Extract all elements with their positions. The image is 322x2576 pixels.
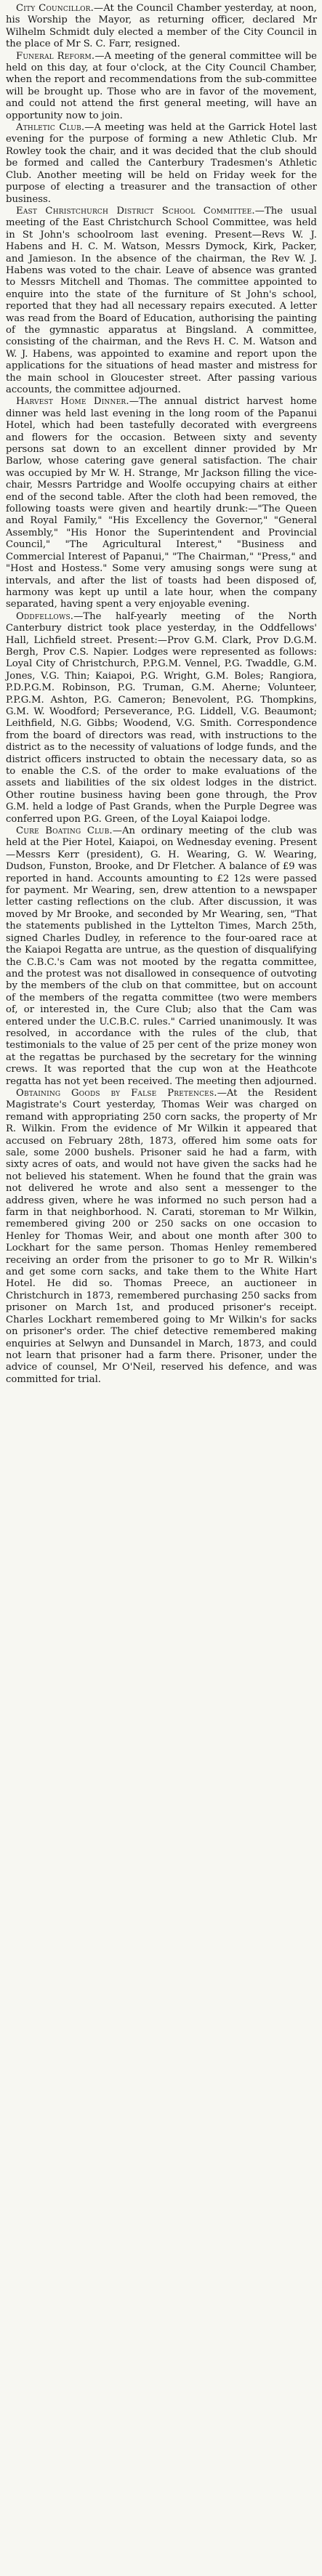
- article-funeral-reform: [6, 51, 317, 122]
- article-heading: Harvest Home Dinner.: [16, 396, 129, 408]
- article-heading: Oddfellows.: [16, 610, 74, 622]
- article-heading: Obtaining Goods by False Pretences.: [16, 1087, 217, 1099]
- article-body: —An ordinary meeting of the club was held at the Pier Hotel, Kaiapoi, on Wednesday evening. Present—Messrs Kerr (president), G. H. Wearing, G. W. Wearing, Dudson, Funston, Brooke, and Dr Fletcher. A balance of £9 was reported in hand. Accounts amounting to £2 12s were passed for payment. Mr Wearing, sen, drew attention to a newspaper letter casting reflections on the club. After discussion, it was moved by Mr Brooke, and seconded by Mr Wearing, sen, "That the statements published in the Lyttelton Times, March 25th, signed Charles Dudley, in reference to the four-oared race at the Kaiapoi Regatta are untrue, as the question of disqualifying the C.B.C.'s Cam was not mooted by the regatta committee, and the protest was not disallowed in consequence of outvoting by the members of the club on that committee, but on account of the members of the regatta committee (two were members of, or interested in, the Cure Club; also that the Cam was entered under the U.C.B.C. rules." Carried unanimously. It was resolved, in accordance with the rules of the club, that testimonials to the value of 25 per cent of the prize money won at the regattas be purchased by the secretary for the winning crews. It was reported that the cup won at the Heathcote regatta has not yet been received. The meeting then adjourned.: [6, 825, 318, 1087]
- article-heading: Athletic Club.: [16, 122, 85, 134]
- article-heading: Funeral Reform.: [16, 50, 95, 62]
- article-false-pretences: [6, 1088, 317, 1386]
- article-body: —At the Resident Magistrate's Court yesterday, Thomas Weir was charged on remand with appropriating 250 corn sacks, the property of Mr R. Wilkin. From the evidence of Mr Wilkin it appeared that accused on February 28th, 1873, offered him some oats for sale, some 2000 bushels. Prisoner said he had a farm, with sixty acres of oats, and would not have given the sacks had he not believed his statement. When he found that the grain was not delivered he wrote and also sent a messenger to the address given, where he was informed no such person had a farm in that neighborhood. N. Carati, storeman to Mr Wilkin, remembered giving 200 or 250 sacks on one occasion to Henley for Thomas Weir, and about one month after 300 to Lockhart for the same person. Thomas Henley remembered receiving an order from the prisoner to go to Mr R. Wilkin's and get some corn sacks, and take them to the White Hart Hotel. He did so. Thomas Preece, an auctioneer in Christchurch in 1873, remembered purchasing 250 sacks from prisoner on March 1st, and produced prisoner's receipt. Charles Lockhart remembered going to Mr Wilkin's for sacks on prisoner's order. The chief detective remembered making enquiries at Selwyn and Dunsandel in March, 1873, and could not learn that prisoner had a farm there. Prisoner, under the advice of counsel, Mr O'Neil, reserved his defence, and was committed for trial.: [6, 1087, 317, 1385]
- article-heading: Cure Boating Club.: [16, 825, 113, 837]
- article-harvest-home-dinner: [6, 396, 317, 610]
- article-body: —A meeting of the general committee will be held on this day, at four o'clock, at the City Council Chamber, when the report and recommendations from the sub-committee will be brought up. Those who are in favor of the movement, and could not attend the first general meeting, will have an opportunity now to join.: [6, 50, 317, 121]
- article-city-councillor: [6, 3, 317, 51]
- article-heading: East Christchurch District School Committee.: [16, 205, 255, 217]
- article-athletic-club: [6, 122, 317, 206]
- article-cure-boating-club: [6, 825, 317, 1088]
- article-body: —The half-yearly meeting of the North Canterbury district took place yesterday, in the Oddfellows' Hall, Lichfield street. Present:—Prov G.M. Clark, Prov D.G.M. Bergh, Prov C.S. Napier. Lodges were represented as follows: Loyal City of Christchurch, P.P.G.M. Vennel, P.G. Twaddle, G.M. Jones, V.G. Thin; Kaiapoi, P.G. Wright, G.M. Boles; Rangiora, P.D.P.G.M. Robinson, P.G. Truman, G.M. Aherne; Volunteer, P.P.G.M. Ashton, P.G. Cameron; Benevolent, P.G. Thompkins, G.M. W. Woodford; Perseverance, P.G. Liddell, V.G. Beaumont; Leithfield, N.G. Gibbs; Woodend, V.G. Smith. Correspondence from the board of directors was read, with instructions to the district as to the necessity of valuations of lodge funds, and the district officers instructed to obtain the necessary data, so as to enable the C.S. of the order to make evaluations of the assets and liabilities of the six oldest lodges in the district. Other routine business having been gone through, the Prov G.M. held a lodge of Past Grands, when the Purple Degree was conferred upon P.G. Green, of the Loyal Kaiapoi lodge.: [6, 610, 317, 825]
- article-school-committee: [6, 206, 317, 397]
- article-body: —The annual district harvest home dinner was held last evening in the long room of the Papanui Hotel, which had been tastefully decorated with evergreens and flowers for the occasion. Between sixty and seventy persons sat down to an excellent dinner provided by Mr Barlow, whose catering gave general satisfaction. The chair was occupied by Mr W. H. Strange, Mr Jackson filling the vice-chair, Messrs Partridge and Woolfe occupying chairs at either end of the second table. After the cloth had been removed, the following toasts were given and heartily drunk:—"The Queen and Royal Family," "His Excellency the Governor," "General Assembly," "His Honor the Superintendent and Provincial Council," "The Agricultural Interest," "Business and Commercial Interest of Papanui," "The Chairman," "Press," and "Host and Hostess." Some very amusing songs were sung at intervals, and after the list of toasts had been disposed of, harmony was kept up until a late hour, when the company separated, having spent a very enjoyable evening.: [6, 396, 317, 610]
- article-body: —At the Council Chamber yesterday, at noon, his Worship the Mayor, as returning officer, declared Mr Wilhelm Schmidt duly elected a member of the City Council in the place of Mr S. C. Farr, resigned.: [6, 3, 317, 50]
- article-oddfellows: [6, 611, 317, 825]
- article-body: —The usual meeting of the East Christchurch School Committee, was held in St John's schoolroom last evening. Present—Revs W. J. Habens and H. C. M. Watson, Messrs Dymock, Kirk, Packer, and Jamieson. In the absence of the chairman, the Rev W. J. Habens was voted to the chair. Leave of absence was granted to Messrs Mitchell and Thomas. The committee appointed to enquire into the state of the furniture of St John's school, reported that they had all necessary repairs executed. A letter was read from the Board of Education, authorising the painting of the gymnastic apparatus at Bingsland. A committee, consisting of the chairman, and the Revs H. C. M. Watson and W. J. Habens, was appointed to examine and report upon the applications for the situations of head master and mistress for the main school in Gloucester street. After passing various accounts, the committee adjourned.: [6, 205, 317, 395]
- article-body: —A meeting was held at the Garrick Hotel last evening for the purpose of forming a new Athletic Club. Mr Rowley took the chair, and it was decided that the club should be formed and called the Canterbury Tradesmen's Athletic Club. Another meeting will be held on Friday week for the purpose of electing a treasurer and the transaction of other business.: [6, 122, 317, 205]
- article-heading: City Councillor.: [16, 3, 94, 14]
